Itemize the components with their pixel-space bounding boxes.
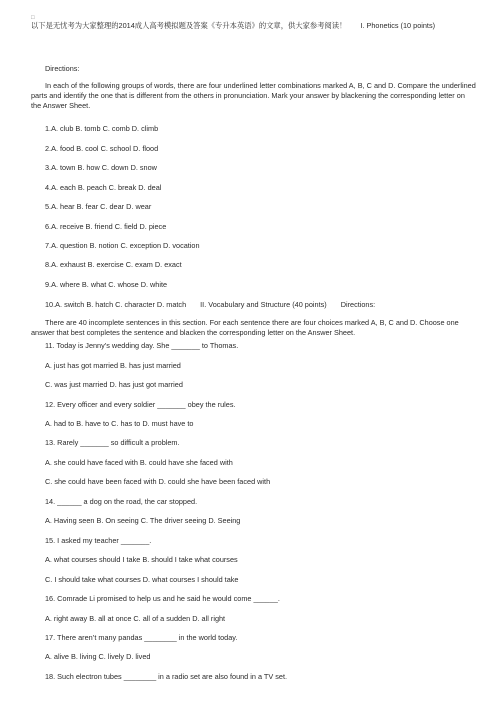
phonetics-item-5: 5.A. hear B. fear C. dear D. wear — [45, 202, 152, 211]
vocab-line-12: 12. Every officer and every soldier _______ obey the rules. — [45, 400, 236, 409]
section1-title: I. Phonetics (10 points) — [360, 21, 436, 30]
vocab-line-11: 11. Today is Jenny’s wedding day. She _______ to Thomas. — [45, 341, 239, 350]
vocab-line-14: 14. ______ a dog on the road, the car stopped. — [45, 497, 198, 506]
vocab-line-13-options-a: A. she could have faced with B. could have she faced with — [45, 458, 233, 467]
phonetics-item-2: 2.A. food B. cool C. school D. flood — [45, 144, 159, 153]
vocab-line-13: 13. Rarely _______ so difficult a problem. — [45, 438, 180, 447]
vocab-line-12-options: A. had to B. have to C. has to D. must have to — [45, 419, 194, 428]
vocab-line-11-options-c: C. was just married D. has just got married — [45, 380, 183, 389]
phonetics-item-8: 8.A. exhaust B. exercise C. exam D. exact — [45, 260, 182, 269]
vocab-line-16: 16. Comrade Li promised to help us and he said he would come ______. — [45, 594, 280, 603]
vocab-line-17-options: A. alive B. living C. lively D. lived — [45, 652, 151, 661]
vocab-line-15-options-a: A. what courses should I take B. should I take what courses — [45, 555, 238, 564]
item-10-section2-line — [45, 300, 475, 310]
phonetics-item-10: 10.A. switch B. hatch C. character D. match — [45, 300, 187, 309]
vocab-line-11-options-a: A. just has got married B. has just married — [45, 361, 181, 370]
intro-title: 以下是无忧考为大家整理的2014成人高考模拟题及答案《专升本英语》的文章，供大家参考阅读！ — [31, 21, 347, 30]
vocab-line-17: 17. There aren’t many pandas ________ in the world today. — [45, 633, 238, 642]
vocab-line-15-options-c: C. I should take what courses D. what courses I should take — [45, 575, 239, 584]
phonetics-item-6: 6.A. receive B. friend C. field D. piece — [45, 222, 167, 231]
vocab-line-13-options-c: C. she could have been faced with D. could she have been faced with — [45, 477, 271, 486]
intro-paragraph — [31, 21, 477, 31]
phonetics-item-7: 7.A. question B. notion C. exception D. vocation — [45, 241, 200, 250]
directions-label: Directions: — [45, 64, 80, 73]
vocab-line-15: 15. I asked my teacher _______. — [45, 536, 152, 545]
phonetics-item-1: 1.A. club B. tomb C. comb D. climb — [45, 124, 159, 133]
phonetics-item-3: 3.A. town B. how C. down D. snow — [45, 163, 157, 172]
section2-directions-label: Directions: — [340, 300, 376, 309]
phonetics-item-4: 4.A. each B. peach C. break D. deal — [45, 183, 162, 192]
vocab-line-16-options: A. right away B. all at once C. all of a sudden D. all right — [45, 614, 226, 623]
page-marker: □ — [31, 15, 35, 21]
section2-text: There are 40 incomplete sentences in this section. For each sentence there are four choices marked A, B, C and D. Choose one answer that best completes the sentence and blacken the corresponding letter on the Answer Sheet. — [31, 318, 459, 338]
phonetics-item-9: 9.A. where B. what C. whose D. white — [45, 280, 168, 289]
directions-text: In each of the following groups of words, there are four underlined letter combinations marked A, B, C and D. Compare the underlined parts and identify the one that is different from the others in pronunciation. Mark your answer by blackening the corresponding letter on the Answer Sheet. — [31, 81, 476, 111]
vocab-line-14-options: A. Having seen B. On seeing C. The driver seeing D. Seeing — [45, 516, 241, 525]
vocab-line-18: 18. Such electron tubes ________ in a radio set are also found in a TV set. — [45, 672, 288, 681]
section2-title: II. Vocabulary and Structure (40 points) — [200, 300, 327, 309]
